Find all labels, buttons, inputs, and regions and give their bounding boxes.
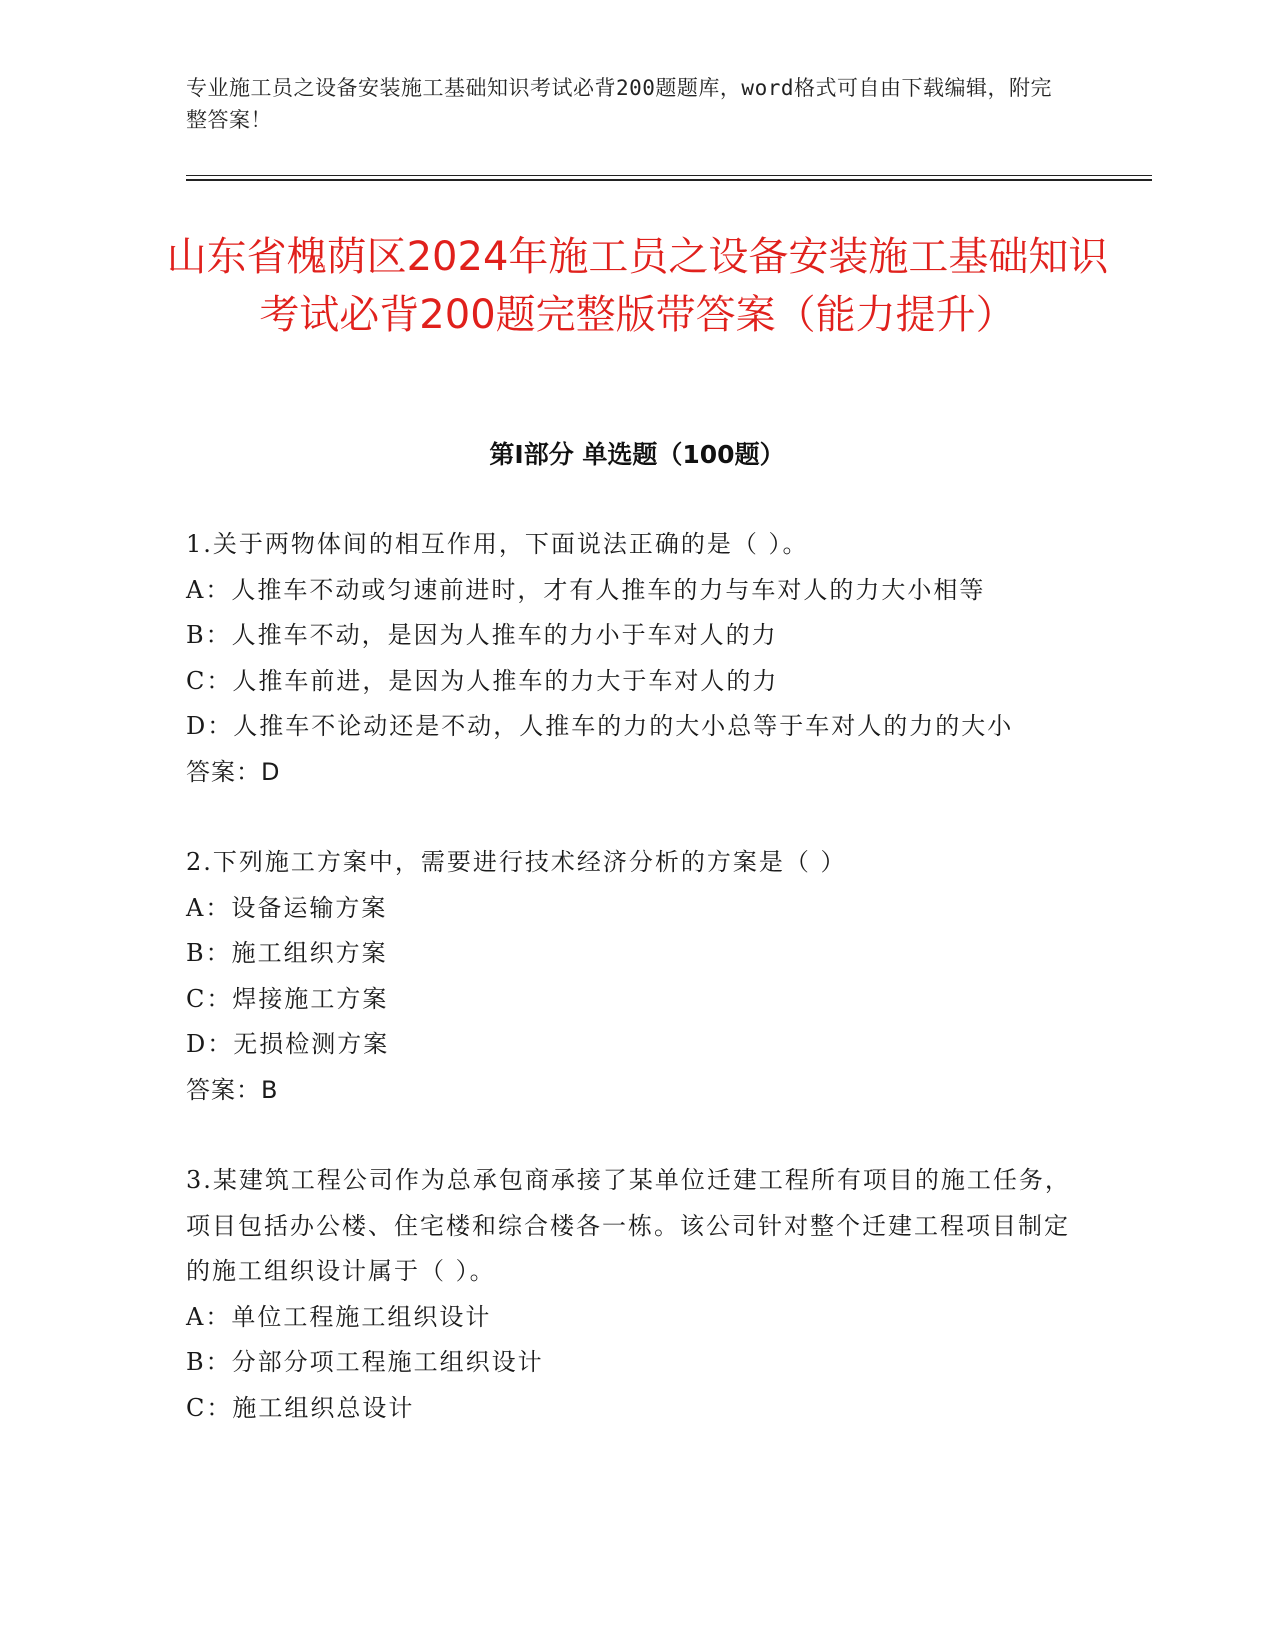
option-c: C：人推车前进，是因为人推车的力大于车对人的力 — [186, 666, 779, 695]
option-c: C：施工组织总设计 — [186, 1393, 415, 1422]
question-stem: 1.关于两物体间的相互作用，下面说法正确的是（ ）。 — [186, 530, 809, 558]
option-b: B：施工组织方案 — [186, 939, 388, 967]
section-heading: 第Ⅰ部分 单选题（100题） — [489, 440, 785, 469]
option-d: D：人推车不论动还是不动，人推车的力的大小总等于车对人的力的大小 — [186, 712, 1014, 740]
answer: 答案：B — [186, 1075, 279, 1104]
question-list — [186, 522, 1086, 1476]
question-stem: 3.某建筑工程公司作为总承包商承接了某单位迁建工程所有项目的施工任务，项目包括办公楼、住宅楼和综合楼各一栋。该公司针对整个迁建工程项目制定的施工组织设计属于（ ）。 — [186, 1166, 1071, 1285]
question-3 — [186, 1158, 1086, 1431]
option-d: D：无损检测方案 — [186, 1030, 390, 1058]
option-c: C：焊接施工方案 — [186, 984, 389, 1013]
header-note: 专业施工员之设备安装施工基础知识考试必背200题题库，word格式可自由下载编辑，附完整答案！ — [186, 76, 1052, 132]
document-title: 山东省槐荫区2024年施工员之设备安装施工基础知识考试必背200题完整版带答案（能力提升） — [166, 234, 1109, 338]
header-divider-thin — [186, 175, 1152, 176]
option-a: A：单位工程施工组织设计 — [186, 1302, 492, 1331]
header-divider-thick — [186, 179, 1152, 181]
option-b: B：人推车不动，是因为人推车的力小于车对人的力 — [186, 621, 778, 649]
question-2 — [186, 840, 1086, 1113]
answer: 答案：D — [186, 757, 281, 786]
question-1 — [186, 522, 1086, 795]
option-b: B：分部分项工程施工组织设计 — [186, 1348, 544, 1376]
option-a: A：人推车不动或匀速前进时，才有人推车的力与车对人的力大小相等 — [186, 575, 986, 604]
option-a: A：设备运输方案 — [186, 893, 388, 922]
question-stem: 2.下列施工方案中，需要进行技术经济分析的方案是（ ） — [186, 848, 847, 876]
